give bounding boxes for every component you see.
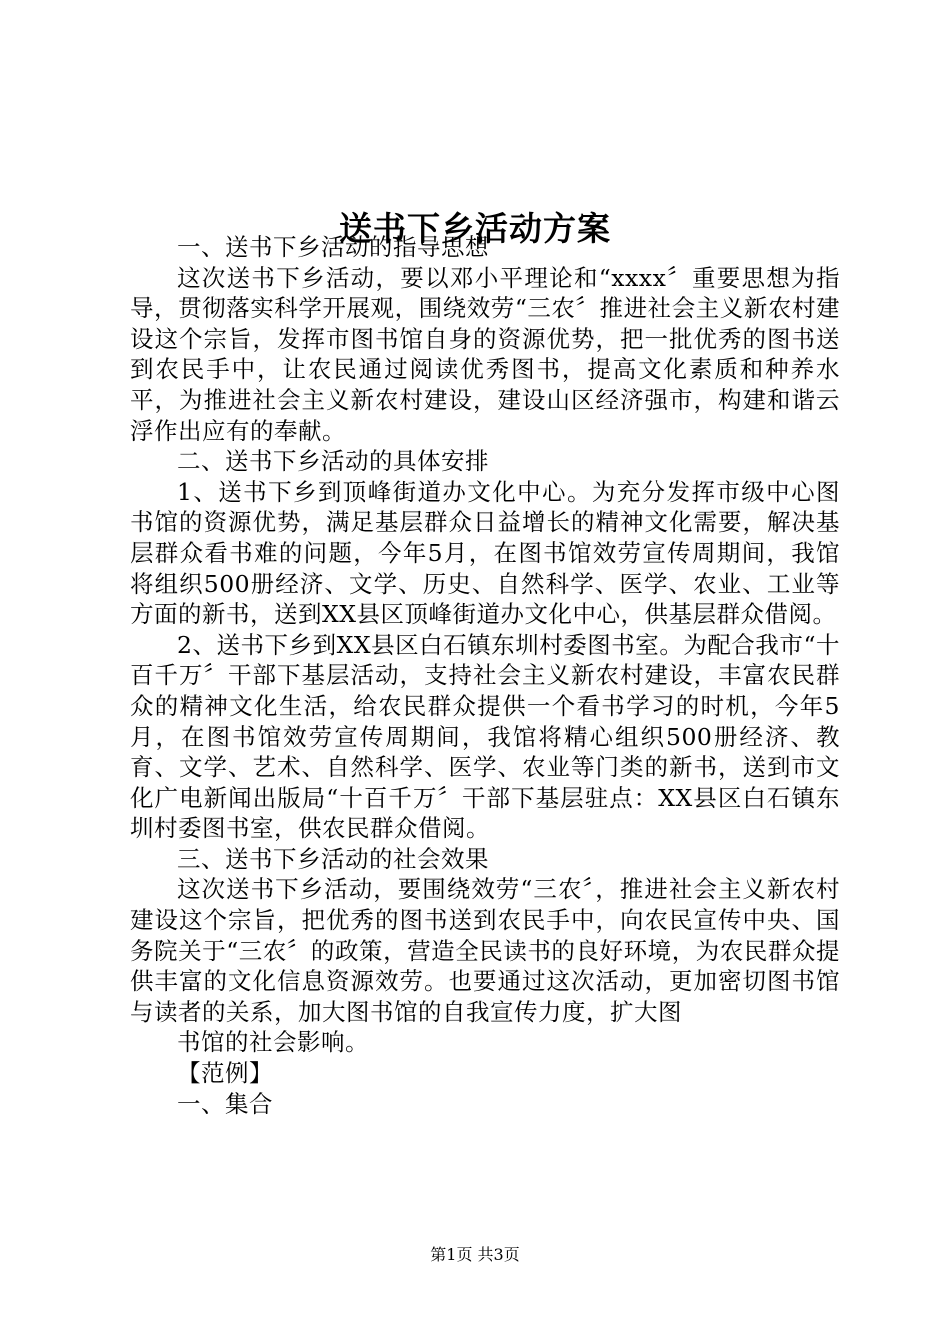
example-item-1: 一、集合 (177, 1089, 273, 1118)
paragraph-social-effect: 这次送书下乡活动，要围绕效劳“三农〞，推进社会主义新农村建设这个宗旨，把优秀的图书送到农民手中，向农民宣传中央、国务院关于“三农〞的政策，营造全民读书的良好环境，为农民群众提供丰富的文化信息资源效劳。也要通过这次活动，更加密切图书馆与读者的关系，加大图书馆的自我宣传力度，扩大图 (130, 875, 840, 1026)
section-heading-guiding-ideology: 一、送书下乡活动的指导思想 (177, 233, 489, 261)
example-label: 【范例】 (177, 1059, 273, 1088)
page-number-footer: 第1页 共3页 (430, 1245, 520, 1264)
document-body (130, 232, 840, 1119)
paragraph-arrangement-2: 2、送书下乡到XX县区白石镇东圳村委图书室。为配合我市“十百千万〞干部下基层活动，支持社会主义新农村建设，丰富农民群众的精神文化生活，给农民群众提供一个看书学习的时机，今年5月，在图书馆效劳宣传周期间，我馆将精心组织500册经济、教育、文学、艺术、自然科学、医学、农业等门类的新书，送到市文化广电新闻出版局“十百千万〞干部下基层驻点：XX县区白石镇东圳村委图书室，供农民群众借阅。 (130, 630, 840, 843)
paragraph-social-effect-continued: 书馆的社会影响。 (177, 1028, 369, 1057)
section-heading-specific-arrangements: 二、送书下乡活动的具体安排 (177, 447, 489, 476)
section-heading-social-effect: 三、送书下乡活动的社会效果 (177, 844, 489, 873)
paragraph-guiding-ideology: 这次送书下乡活动，要以邓小平理论和“xxxx〞重要思想为指导，贯彻落实科学开展观，围绕效劳“三农〞推进社会主义新农村建设这个宗旨，发挥市图书馆自身的资源优势，把一批优秀的图书送到农民手中，让农民通过阅读优秀图书，提高文化素质和种养水平，为推进社会主义新农村建设，建设山区经济强市，构建和谐云浮作出应有的奉献。 (130, 263, 840, 445)
document-title: 送书下乡活动方案 (339, 209, 611, 249)
paragraph-arrangement-1: 1、送书下乡到顶峰街道办文化中心。为充分发挥市级中心图书馆的资源优势，满足基层群众日益增长的精神文化需要，解决基层群众看书难的问题，今年5月，在图书馆效劳宣传周期间，我馆将组织500册经济、文学、历史、自然科学、医学、农业、工业等方面的新书，送到XX县区顶峰街道办文化中心，供基层群众借阅。 (130, 477, 840, 629)
